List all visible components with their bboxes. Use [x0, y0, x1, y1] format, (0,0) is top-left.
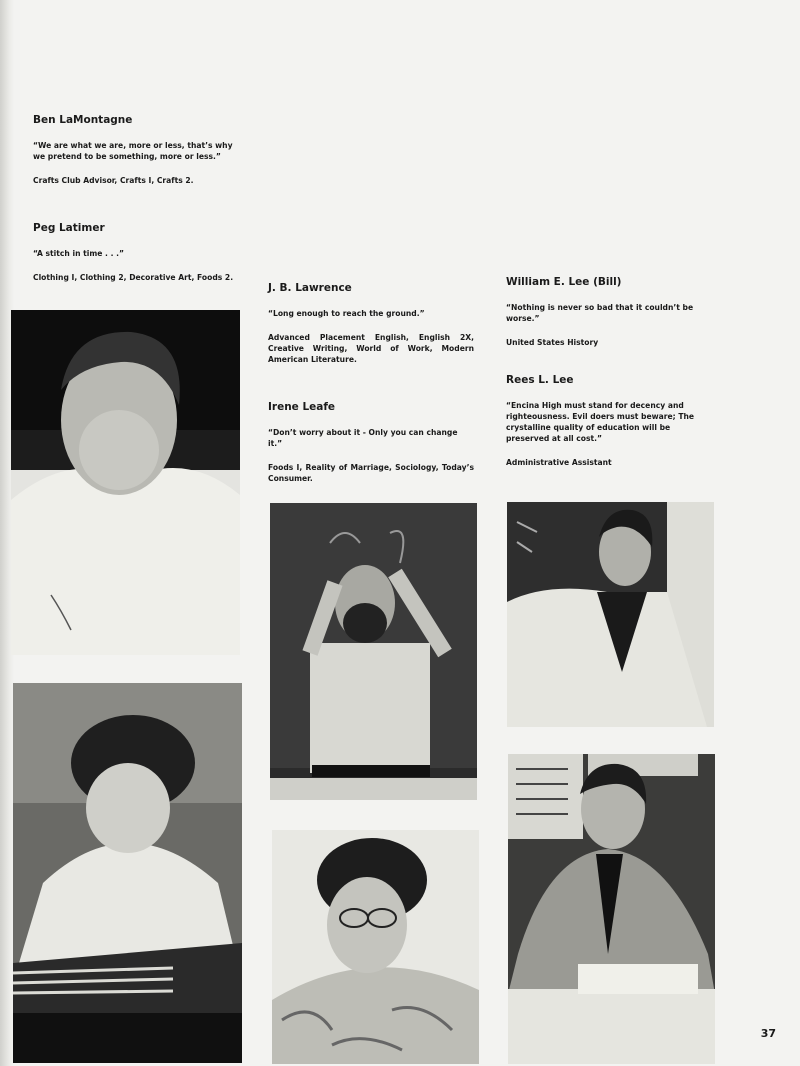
faculty-entry-rees-lee — [506, 374, 714, 468]
faculty-entry-william-lee — [506, 276, 716, 348]
faculty-courses: United States History — [506, 338, 599, 347]
faculty-name: Irene Leafe — [268, 401, 336, 413]
photo-rees-lee — [508, 754, 715, 1064]
faculty-quote: “Long enough to reach the ground.” — [268, 309, 425, 318]
faculty-courses: Clothing I, Clothing 2, Decorative Art, Foods 2. — [33, 273, 234, 282]
faculty-name: Peg Latimer — [33, 222, 105, 234]
faculty-name: William E. Lee (Bill) — [506, 276, 622, 288]
photo-irene-leafe — [272, 830, 479, 1064]
faculty-quote: “A stitch in time . . .” — [33, 249, 124, 258]
page-number: 37 — [760, 1027, 776, 1040]
faculty-courses: Foods I, Reality of Marriage, Sociology, Today’s Consumer. — [268, 463, 474, 483]
photo-william-lee — [507, 502, 714, 727]
faculty-quote: “We are what we are, more or less, that’s why we pretend to be something, more or less.” — [33, 141, 233, 161]
faculty-quote: “Don’t worry about it - Only you can change it.” — [268, 428, 458, 448]
faculty-courses: Advanced Placement English, English 2X, Creative Writing, World of Work, Modern American Literature. — [268, 333, 474, 364]
faculty-name: Rees L. Lee — [506, 374, 574, 386]
faculty-entry-peg-latimer — [33, 222, 248, 283]
faculty-courses: Administrative Assistant — [506, 458, 612, 467]
faculty-quote: “Encina High must stand for decency and righteousness. Evil doers must beware; The crystalline quality of education will be preserved at all cost.” — [506, 401, 695, 443]
faculty-entry-jb-lawrence — [268, 282, 474, 365]
faculty-quote: “Nothing is never so bad that it couldn’t be worse.” — [506, 303, 694, 323]
faculty-name: J. B. Lawrence — [268, 282, 352, 294]
photo-ben-lamontagne — [11, 310, 240, 655]
faculty-entry-irene-leafe — [268, 401, 474, 484]
faculty-courses: Crafts Club Advisor, Crafts I, Crafts 2. — [33, 176, 194, 185]
faculty-entry-ben-lamontagne — [33, 114, 243, 186]
photo-peg-latimer — [13, 683, 242, 1063]
faculty-name: Ben LaMontagne — [33, 114, 133, 126]
photo-jb-lawrence — [270, 503, 477, 800]
